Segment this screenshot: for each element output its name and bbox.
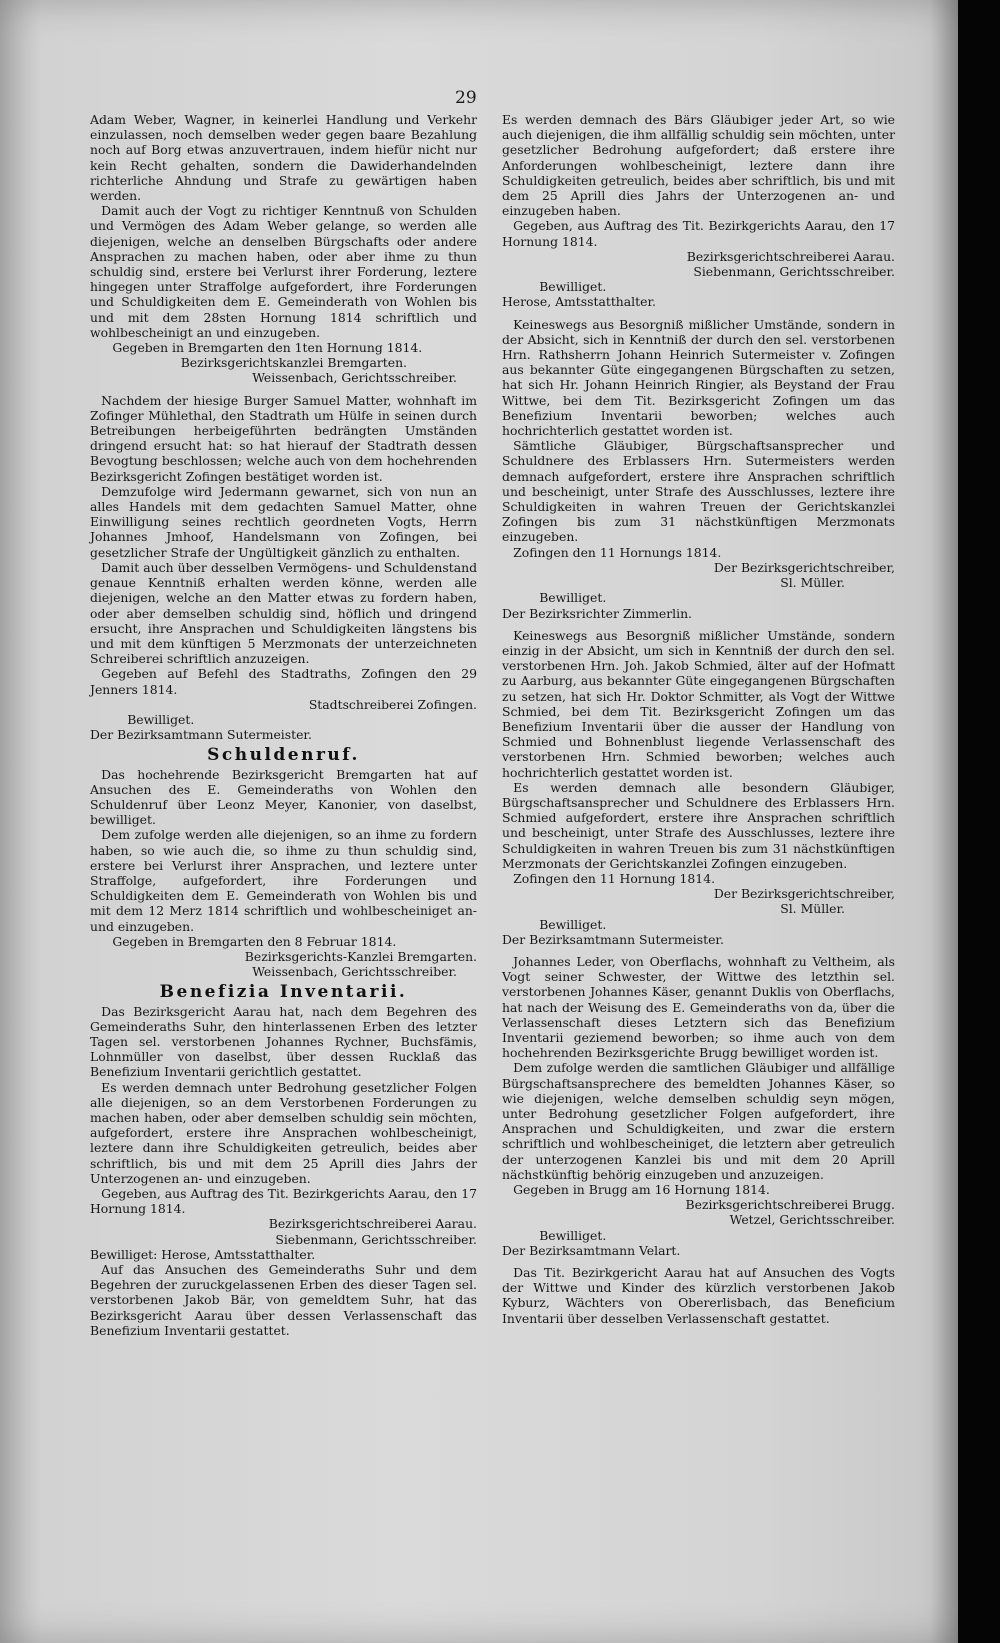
notice-paragraph: Das Tit. Bezirkgericht Aarau hat auf Ansuchen des Vogts der Wittwe und Kinder des kürzlich verstorbenen Jakob Kyburz, Wächters von Obererlisbach, das Beneficium Inventarii über desselben Verlassenschaft gestattet. — [502, 1265, 895, 1326]
notice-signature: Bezirksgerichtschreiberei Brugg. — [685, 1197, 895, 1213]
notice-paragraph: Johannes Leder, von Oberflachs, wohnhaft zu Veltheim, als Vogt seiner Schwester, der Wittwe des letzthin sel. verstorbenen Johannes Käser, genannt Duklis von Oberflachs, hat nach der Weisung des E. Gemeinderaths von da, über die Verlassenschaft dieses Letztern sich das Benefizium Inventarii geziemend beworben; so ihme auch von dem hochehrenden Bezirksgerichte Brugg bewilliget worden ist. — [502, 953, 895, 1061]
notice-signature: Sl. Müller. — [780, 901, 845, 917]
notice-signature: Weissenbach, Gerichtsschreiber. — [252, 370, 457, 386]
approval-label: Bewilliget. — [539, 1227, 607, 1243]
section-heading: Benefizia Inventarii. — [159, 982, 408, 1003]
notice-paragraph: Auf das Ansuchen des Gemeinderaths Suhr und dem Begehren der zuruckgelassenen Erben des dieser Tagen sel. verstorbenen Jakob Bär, von gemeldtem Suhr, hat das Bezirksgericht Aarau über dessen Verlassenschaft das Benefizium Inventarii gestattet. — [90, 1262, 477, 1338]
approval-label: Bewilliget. — [127, 711, 195, 727]
notice-date: Gegeben, aus Auftrag des Tit. Bezirkgerichts Aarau, den 17 Hornung 1814. — [502, 218, 895, 249]
notice-paragraph: Das hochehrende Bezirksgericht Bremgarten hat auf Ansuchen des E. Gemeinderaths von Wohlen den Schuldenruf über Leonz Meyer, Kanonier, von daselbst, bewilliget. — [90, 766, 477, 828]
notice-signature: Bezirksgerichtskanzlei Bremgarten. — [180, 355, 407, 371]
approving-official: Der Bezirksamtmann Sutermeister. — [502, 931, 724, 947]
notice-signature: Stadtschreiberei Zofingen. — [308, 696, 477, 712]
page-number: 29 — [455, 88, 477, 108]
notice-date: Gegeben in Bremgarten den 1ten Hornung 1814. — [112, 340, 423, 356]
notice-date: Gegeben in Brugg am 16 Hornung 1814. — [513, 1182, 770, 1198]
notice-signature: Siebenmann, Gerichtsschreiber. — [693, 264, 895, 280]
approval-label: Bewilliget. — [539, 279, 607, 295]
notice-paragraph: Keineswegs aus Besorgniß mißlicher Umstände, sondern einzig in der Absicht, um sich in Kenntniß der durch den sel. verstorbenen Hrn. Joh. Jakob Schmied, älter auf der Hofmatt zu Aarburg, aus bekannter Güte eingegangenen Bürgschaften zu setzen, hat sich Hr. Doktor Schmitter, als Vogt der Wittwe Schmied, bei dem Tit. Bezirksgericht Zofingen um das Benefizium Inventarii über die ausser der Handlung von Schmied und Bohnenblust liegende Verlassenschaft des verstorbenen Hrn. Schmied beworben; welches auch hochrichterlich gestattet worden ist. — [502, 627, 895, 780]
notice-paragraph: Sämtliche Gläubiger, Bürgschaftsansprecher und Schuldnere des Erblassers Hrn. Sutermeisters werden demnach aufgefordert, erstere ihre Ansprachen schriftlich und bescheinigt, unter Strafe des Ausschlusses, leztere ihre Schuldigkeiten in wahren Treuen der Gerichtskanzlei Zofingen bis zum 31 nächstkünftigen Merzmonats einzugeben. — [502, 438, 895, 545]
notice-paragraph: Damit auch der Vogt zu richtiger Kenntnuß von Schulden und Vermögen des Adam Weber gelange, so werden alle diejenigen, welche an denselben Bürgschafts oder andere Ansprachen zu machen haben, oder aber ihme zu thun schuldig sind, erstere bei Verlurst ihrer Forderung, leztere hingegen unter Straffolge aufgefordert, ihre Forderungen und Schuldigkeiten dem E. Gemeinderath von Wohlen bis und mit dem 28sten Hornung 1814 schriftlich und wohlbescheinigt an und einzugeben. — [90, 203, 477, 340]
notice-paragraph: Damit auch über desselben Vermögens- und Schuldenstand genaue Kenntniß erhalten werden könne, werden alle diejenigen, welche an den Matter etwas zu fordern haben, oder aber demselben schuldig sind, höflich und dringend ersucht, ihre Ansprachen und Schuldigkeiten längstens bis und mit dem künftigen 5 Merzmonats der unterzeichneten Schreiberei schriftlich anzuzeigen. — [90, 559, 477, 667]
notice-signature: Der Bezirksgerichtschreiber, — [713, 886, 895, 902]
notice-paragraph: Es werden demnach unter Bedrohung gesetzlicher Folgen alle diejenigen, so an dem Verstorbenen Forderungen zu machen haben, oder aber demselben schuldig sein möchten, aufgefordert, erstere ihre Ansprachen wohlbescheinigt, leztere dann ihre Schuldigkeiten getreulich, beides aber schriftlich, bis und mit dem 25 Aprill dies Jahrs der Unterzogenen an- und einzugeben. — [90, 1079, 477, 1186]
notice-date: Gegeben, aus Auftrag des Tit. Bezirkgerichts Aarau, den 17 Hornung 1814. — [90, 1186, 477, 1217]
approval-label: Bewilliget. — [539, 590, 607, 606]
notice-paragraph: Es werden demnach alle besondern Gläubiger, Bürgschaftsansprecher und Schuldnere des Erblassers Hrn. Schmied aufgefordert, erstere ihre Ansprachen schriftlich und bescheinigt, unter Strafe des Ausschlusses, leztere ihre Schuldigkeiten in wahren Treuen bis zum 31 nächstkünftigen Merzmonats der Gerichtskanzlei Zofingen einzugeben. — [502, 779, 895, 871]
approval-label: Bewilliget: Herose, Amtsstatthalter. — [90, 1246, 316, 1262]
notice-signature: Bezirksgerichtschreiberei Aarau. — [686, 248, 895, 264]
notice-paragraph: Dem zufolge werden alle diejenigen, so an ihme zu fordern haben, so wie auch die, so ihme zu thun schuldig sind, erstere bei Verlurst ihrer Ansprachen, und leztere unter Straffolge, aufgefordert, ihre Forderungen und Schuldigkeiten dem E. Gemeinderath von Wohlen bis und mit dem 12 Merz 1814 schriftlich und wohlbescheiniget an- und einzugeben. — [90, 827, 477, 934]
notice-signature: Weissenbach, Gerichtsschreiber. — [252, 964, 457, 980]
notice-signature: Sl. Müller. — [780, 575, 845, 591]
approving-official: Der Bezirksamtmann Sutermeister. — [90, 727, 312, 743]
notice-signature: Bezirksgerichts-Kanzlei Bremgarten. — [244, 948, 477, 964]
notice-paragraph: Das Bezirksgericht Aarau hat, nach dem Begehren des Gemeinderaths Suhr, den hinterlassenen Erben des letzter Tagen sel. verstorbenen Johannes Rychner, Buchsfämis, Lohnmüller von daselbst, über dessen Rucklaß das Benefizium Inventarii gerichtlich gestattet. — [90, 1003, 477, 1080]
notice-paragraph: Dem zufolge werden die samtlichen Gläubiger und allfällige Bürgschaftsansprechere des bemeldten Johannes Käser, so wie diejenigen, welche demselben schuldig seyn mögen, unter Bedrohung gesetzlicher Folgen aufgefordert, ihre Ansprachen und Schuldigkeiten, und zwar die erstern schriftlich und wohlbescheiniget, die letztern aber getreulich der unterzogenen Kanzlei bis und mit dem 20 Aprill nächstkünftig behörig einzugeben und anzuzeigen. — [502, 1060, 895, 1182]
notice-signature: Bezirksgerichtschreiberei Aarau. — [268, 1216, 477, 1232]
notice-paragraph: Demzufolge wird Jedermann gewarnet, sich von nun an alles Handels mit dem gedachten Samuel Matter, ohne Einwilligung seines rechtlich geordneten Vogts, Herrn Johannes Jmhoof, Handelsmann von Zofingen, bei gesetzlicher Strafe der Ungültigkeit gänzlich zu enthalten. — [90, 483, 477, 560]
approving-official: Der Bezirksamtmann Velart. — [502, 1242, 681, 1258]
notice-signature: Der Bezirksgerichtschreiber, — [713, 559, 895, 575]
notice-signature: Wetzel, Gerichtsschreiber. — [729, 1212, 895, 1228]
section-heading: Schuldenruf. — [207, 745, 360, 766]
notice-paragraph: Es werden demnach des Bärs Gläubiger jeder Art, so wie auch diejenigen, die ihm allfällig schuldig sein möchten, unter gesetzlicher Bedrohung aufgefordert; daß erstere ihre Anforderungen wohlbescheinigt, leztere dann ihre Schuldigkeiten getreulich, beides aber schriftlich, bis und mit dem 25 Aprill dies Jahrs der Unterzogenen an- und einzugeben haben. — [502, 112, 895, 219]
notice-paragraph: Nachdem der hiesige Burger Samuel Matter, wohnhaft im Zofinger Mühlethal, den Stadtrath um Hülfe in seinen durch Betreibungen herbeigeführten bedrängten Umständen dringend ersucht hat: so hat hierauf der Stadtrath dessen Bevogtung beschlossen; welche auch von dem hochehrenden Bezirksgericht Zofingen bestätiget worden ist. — [90, 392, 477, 484]
notice-date: Gegeben in Bremgarten den 8 Februar 1814. — [112, 933, 397, 949]
approving-official: Herose, Amtsstatthalter. — [502, 294, 656, 310]
notice-date: Zofingen den 11 Hornung 1814. — [513, 870, 716, 886]
notice-date: Zofingen den 11 Hornungs 1814. — [513, 544, 722, 560]
notice-date: Gegeben auf Befehl des Stadtraths, Zofingen den 29 Jenners 1814. — [90, 666, 477, 697]
notice-paragraph: Adam Weber, Wagner, in keinerlei Handlung und Verkehr einzulassen, noch demselben weder gegen baare Bezahlung noch auf Borg etwas anzuvertrauen, indem hiefür nicht nur kein Recht gehalten, sondern die Dawiderhandelnden richterliche Ahndung und Strafe zu gewärtigen haben werden. — [90, 112, 477, 204]
left-column — [90, 112, 477, 1338]
approval-label: Bewilliget. — [539, 916, 607, 932]
notice-signature: Siebenmann, Gerichtsschreiber. — [275, 1231, 477, 1247]
approving-official: Der Bezirksrichter Zimmerlin. — [502, 605, 692, 621]
right-column — [502, 112, 895, 1326]
notice-paragraph: Keineswegs aus Besorgniß mißlicher Umstände, sondern in der Absicht, sich in Kenntniß der durch den sel. verstorbenen Hrn. Rathsherrn Johann Heinrich Sutermeister v. Zofingen aus bekannter Güte eingegangenen Bürgschaften zu setzen, hat sich Hr. Johann Heinrich Ringier, als Beystand der Frau Wittwe, bei dem Tit. Bezirksgericht Zofingen um das Benefizium Inventarii beworben; welches auch hochrichterlich gestattet worden ist. — [502, 316, 895, 439]
